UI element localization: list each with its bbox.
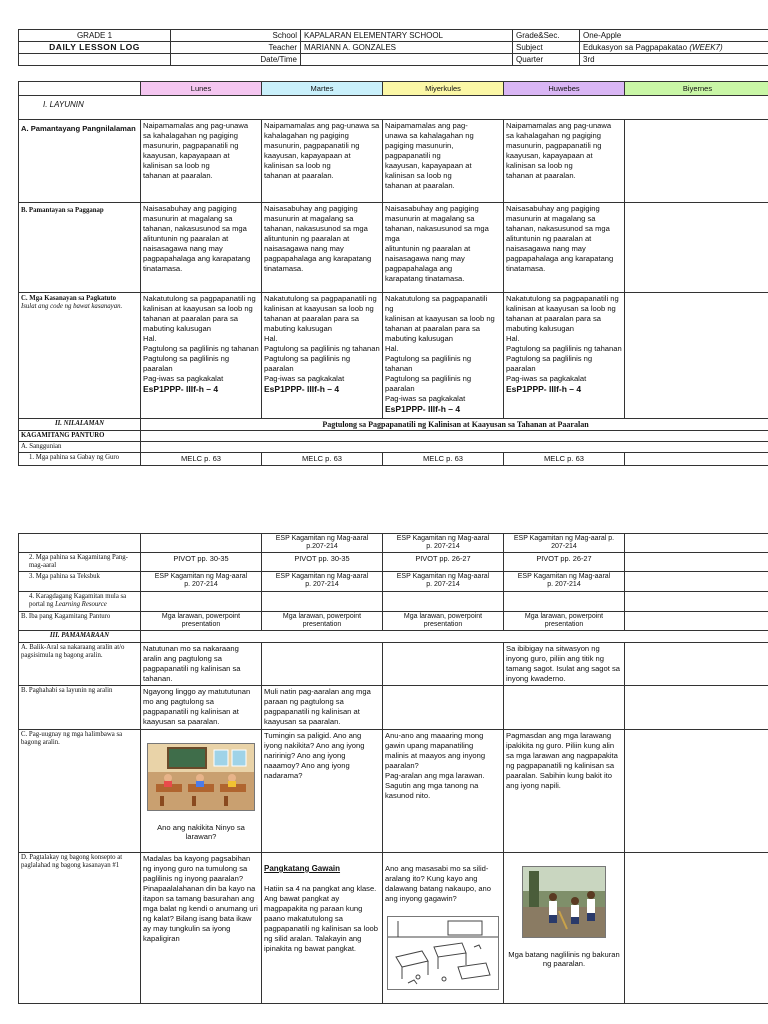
blank-cell [141, 631, 768, 643]
ugnay-lunes [141, 730, 262, 853]
section-nilalaman: II. NILALAMAN [19, 419, 141, 431]
blank-cell [19, 82, 141, 96]
talakay-miyerkules-text: Ano ang masasabi mo sa silid- aralang ito? Kung kayo ang dalawang batang nakaupo, ano ang inyong gagawin? [385, 864, 491, 903]
cell-a-huwebes: Naipamamalas ang pag-unawa sa kahalagahan ng pagiging masunurin, pagpapanatili ng kaayusan, kapayapaan at kalinisan sa loob ng tahanan at paaralan. [504, 120, 625, 203]
kasanayan-title: C. Mga Kasanayan sa Pagkatuto [21, 295, 116, 302]
cell-a-martes: Naipamamalas ang pag-unawa sa kahalagahan ng pagiging masunurin, pagpapanatili ng kaayusan, kapayapaan at kalinisan sa loob ng tahanan at paaralan. [262, 120, 383, 203]
day-biyernes: Biyernes [625, 82, 768, 96]
cell-a-biyernes [625, 120, 768, 203]
talakay-huwebes [504, 853, 625, 1004]
blank-cell [625, 853, 768, 1004]
row-label-pagtalakay: D. Pagtalakay ng bagong konsepto at paglalahad ng bagong kasanayan #1 [19, 853, 141, 1004]
top-martes: ESP Kagamitan ng Mag-aaral p.207-214 [262, 534, 383, 553]
grade-sec-value: One-Apple [580, 30, 768, 42]
paghahabi-miyerkules [383, 686, 504, 730]
cell-c-text: Nakatutulong sa pagpapanatili ng kalinisan at kaayusan sa loob ng tahanan at paaralan para sa mabuting kalusugan Hal. Pagtulong sa paglilinis ng tahanan Pagtulong sa paglilinis ng paaralan Pag-iwas sa pagkakalat [385, 294, 495, 403]
talakay-lunes: Madalas ba kayong pagsabihan ng inyong guro na tumulong sa paglilinis ng inyong paaralan? Pinapaalalahanan din ba kayo na itapon sa tamang basurahan ang mga balat ng kendi o anumang uri ng kalat? Bilang isang bata ikaw ay may tungkulin sa iyong kapaligiran [141, 853, 262, 1004]
row-label-gabay: 1. Mga pahina sa Gabay ng Guro [19, 453, 141, 466]
subject-week: (WEEK7) [689, 43, 723, 52]
gabay-miyerkules: MELC p. 63 [383, 453, 504, 466]
pang-miyerkules: PIVOT pp. 26-27 [383, 553, 504, 572]
teacher-value: MARIANN A. GONZALES [301, 42, 513, 54]
iba-huwebes: Mga larawan, powerpoint presentation [504, 612, 625, 631]
section-pamamaraan: III. PAMAMARAAN [19, 631, 141, 643]
cleaning-caption: Mga batang naglilinis ng bakuran ng paaralan. [508, 950, 620, 968]
pangkatang-gawain-title: Pangkatang Gawain [264, 864, 341, 873]
blank-cell [625, 553, 768, 572]
teks-miyerkules: ESP Kagamitan ng Mag-aaral p. 207-214 [383, 572, 504, 592]
competency-code: EsP1PPP- IIIf-h – 4 [143, 384, 219, 394]
cell-a-miyerkules: Naipamamalas ang pag- unawa sa kahalagahan ng pagiging masunurin, pagpapanatili ng kaayusan, kapayapaan at kalinisan sa loob ng tahanan at paaralan. [383, 120, 504, 203]
section-layunin: I. LAYUNIN [19, 96, 768, 120]
top-huwebes: ESP Kagamitan ng Mag-aaral p. 207-214 [504, 534, 625, 553]
talakay-martes-text: Hatiin sa 4 na pangkat ang klase. Ang bawat pangkat ay magpapakita ng paraan kung paano makatutulong sa pagpapanatili ng kalinisan sa loob ng silid aralan. Talakayin ang ipinakita ng bawat pangkat. [264, 884, 378, 953]
teks-lunes: ESP Kagamitan ng Mag-aaral p. 207-214 [141, 572, 262, 592]
balik-lunes: Natutunan mo sa nakaraang aralin ang pagtulong sa pagpapanatili ng kalinisan sa tahanan. [141, 643, 262, 686]
row-label-iba-pang: B. Iba pang Kagamitang Panturo [19, 612, 141, 631]
day-huwebes: Huwebes [504, 82, 625, 96]
blank-cell [625, 572, 768, 592]
datetime-value [301, 54, 513, 66]
row-label-pagganap: B. Pamantayan sa Pagganap [19, 203, 141, 293]
cell-c-lunes [141, 293, 262, 419]
blank-cell [625, 730, 768, 853]
day-martes: Martes [262, 82, 383, 96]
lesson-table-2 [18, 533, 768, 1004]
cell-b-martes: Naisasabuhay ang pagiging masunurin at magalang sa tahanan, nakasusunod sa mga alituntunin ng paaralan at naisasagawa nang may pagpapahalaga ang karapatang tinatamasa. [262, 203, 383, 293]
blank-cell [19, 54, 171, 66]
grade-label: GRADE 1 [19, 30, 171, 42]
grade-sec-label: Grade&Sec. [513, 30, 580, 42]
gabay-martes: MELC p. 63 [262, 453, 383, 466]
teks-martes: ESP Kagamitan ng Mag-aaral p. 207-214 [262, 572, 383, 592]
subject-text: Edukasyon sa Pagpapakatao [583, 43, 690, 52]
balik-martes [262, 643, 383, 686]
row-label-pag-uugnay: C. Pag-uugnay ng mga halimbawa sa bagong aralin. [19, 730, 141, 853]
gabay-huwebes: MELC p. 63 [504, 453, 625, 466]
blank-cell [141, 431, 768, 442]
day-lunes: Lunes [141, 82, 262, 96]
ugnay-huwebes: Pagmasdan ang mga larawang ipakikita ng guro. Piliin kung alin sa mga larawan ang nagpapakita ng pagpapanatili ng kalinisan sa paaralan. Sabihin kung bakit ito ang iyong napili. [504, 730, 625, 853]
blank-cell [141, 442, 768, 453]
paghahabi-martes: Muli natin pag-aaralan ang mga paraan ng pagtulong sa pagpapanatili ng kalinisan at kaayusan sa paaralan. [262, 686, 383, 730]
row-label-sanggunian: A. Sanggunian [19, 442, 141, 453]
cell-a-lunes: Naipamamalas ang pag-unawa sa kahalagahan ng pagiging masunurin, pagpapanatili ng kaayusan, kapayapaan at kalinisan sa loob ng tahanan at paaralan. [141, 120, 262, 203]
blank-cell [383, 592, 504, 612]
row-label-pamantayang: A. Pamantayang Pangnilalaman [19, 120, 141, 203]
paghahabi-lunes: Ngayong linggo ay matututunan mo ang pagtulong sa pagpapanatili ng kalinisan at kaayusan sa paaralan. [141, 686, 262, 730]
cell-c-huwebes [504, 293, 625, 419]
blank-cell [625, 643, 768, 686]
cell-c-miyerkules [383, 293, 504, 419]
cell-b-miyerkules: Naisasabuhay ang pagiging masunurin at magalang sa tahanan, nakasusunod sa mga mga alituntunin ng paaralan at naisasagawa nang may pagpapahalaga ang karapatang tinatamasa. [383, 203, 504, 293]
cell-c-text: Nakatutulong sa pagpapanatili ng kalinisan at kaayusan sa loob ng tahanan at paaralan para sa mabuting kalusugan Hal. Pagtulong sa paglilinis ng tahanan Pagtulong sa paglilinis ng paaralan Pag-iwas sa pagkakalat [143, 294, 259, 383]
datetime-label: Date/Time [171, 54, 301, 66]
blank-cell [625, 686, 768, 730]
cell-b-biyernes [625, 203, 768, 293]
school-label: School [171, 30, 301, 42]
classroom-illustration [147, 743, 255, 811]
pang-huwebes: PIVOT pp. 26-27 [504, 553, 625, 572]
blank-cell [262, 592, 383, 612]
row-label-portal [19, 592, 141, 612]
header-table [18, 29, 768, 66]
subject-label: Subject [513, 42, 580, 54]
nilalaman-text: Pagtulong sa Pagpapanatili ng Kalinisan at Kaayusan sa Tahanan at Paaralan [141, 419, 768, 431]
doc-title: DAILY LESSON LOG [19, 42, 171, 54]
gabay-lunes: MELC p. 63 [141, 453, 262, 466]
blank-cell [141, 592, 262, 612]
competency-code: EsP1PPP- IIIf-h – 4 [264, 384, 340, 394]
row-label-teksbuk: 3. Mga pahina sa Teksbuk [19, 572, 141, 592]
ugnay-martes: Tumingin sa paligid. Ano ang iyong nakikita? Ano ang iyong naririnig? Ano ang iyong naaamoy? Ano ang iyong nadarama? [262, 730, 383, 853]
messy-classroom-sketch [387, 916, 499, 990]
teks-huwebes: ESP Kagamitan ng Mag-aaral p. 207-214 [504, 572, 625, 592]
blank-cell [19, 534, 141, 553]
portal-text: 4. Karagdagang Kagamitan mula sa portal ng [29, 593, 127, 608]
row-label-paghahabi: B. Paghahabi sa layunin ng aralin [19, 686, 141, 730]
balik-miyerkules [383, 643, 504, 686]
lesson-table-1 [18, 81, 768, 466]
paghahabi-huwebes [504, 686, 625, 730]
subject-value [580, 42, 768, 54]
cell-b-lunes: Naisasabuhay ang pagiging masunurin at magalang sa tahanan, nakasusunod sa mga alituntunin ng paaralan at naisasagawa nang may pagpapahalaga ang karapatang tinatamasa. [141, 203, 262, 293]
iba-miyerkules: Mga larawan, powerpoint presentation [383, 612, 504, 631]
cell-c-text: Nakatutulong sa pagpapanatili ng kalinisan at kaayusan sa loob ng tahanan at paaralan para sa mabuting kalusugan Hal. Pagtulong sa paglilinis ng tahanan Pagtulong sa paglilinis ng paaralan Pag-iwas sa pagkakalat [264, 294, 380, 383]
row-label-kasanayan [19, 293, 141, 419]
cell-b-huwebes: Naisasabuhay ang pagiging masunurin at magalang sa tahanan, nakasusunod sa mga alituntunin ng paaralan at naisasagawa nang may pagpapahalaga ang karapatang tinatamasa. [504, 203, 625, 293]
competency-code: EsP1PPP- IIIf-h – 4 [506, 384, 582, 394]
children-cleaning-photo [522, 866, 606, 938]
balik-huwebes: Sa ibibigay na sitwasyon ng inyong guro, piliin ang titik ng tamang sagot. Isulat ang sagot sa inyong kwaderno. [504, 643, 625, 686]
cell-c-text: Nakatutulong sa pagpapanatili ng kalinisan at kaayusan sa loob ng tahanan at paaralan para sa mabuting kalusugan Hal. Pagtulong sa paglilinis ng tahanan Pagtulong sa paglilinis ng paaralan Pag-iwas sa pagkakalat [506, 294, 622, 383]
top-miyerkules: ESP Kagamitan ng Mag-aaral p. 207-214 [383, 534, 504, 553]
pang-martes: PIVOT pp. 30-35 [262, 553, 383, 572]
blank-cell [625, 534, 768, 553]
blank-cell [625, 592, 768, 612]
pang-lunes: PIVOT pp. 30-35 [141, 553, 262, 572]
blank-cell [625, 612, 768, 631]
blank-cell [504, 592, 625, 612]
teacher-label: Teacher [171, 42, 301, 54]
blank-cell [141, 534, 262, 553]
school-value: KAPALARAN ELEMENTARY SCHOOL [301, 30, 513, 42]
talakay-martes [262, 853, 383, 1004]
talakay-miyerkules [383, 853, 504, 1004]
competency-code: EsP1PPP- IIIf-h – 4 [385, 404, 461, 414]
classroom-caption: Ano ang nakikita Ninyo sa larawan? [157, 823, 245, 841]
row-label-pang-mag-aaral: 2. Mga pahina sa Kagamitang Pang-mag-aaral [19, 553, 141, 572]
gabay-biyernes [625, 453, 768, 466]
kasanayan-sub: Isulat ang code ng bawat kasanayan. [21, 303, 123, 310]
iba-martes: Mga larawan, powerpoint presentation [262, 612, 383, 631]
quarter-value: 3rd [580, 54, 768, 66]
portal-italic: Learning Resource [55, 601, 107, 608]
day-miyerkules: Miyerkules [383, 82, 504, 96]
days-row [19, 82, 768, 96]
iba-lunes: Mga larawan, powerpoint presentation [141, 612, 262, 631]
ugnay-miyerkules: Anu-ano ang maaaring mong gawin upang mapanatiling malinis at maayos ang inyong paaralan? Pag-aralan ang mga larawan. Sagutin ang mga tanong na kasunod nito. [383, 730, 504, 853]
section-kagamitan: KAGAMITANG PANTURO [19, 431, 141, 442]
cell-c-martes [262, 293, 383, 419]
row-label-balik-aral: A. Balik-Aral sa nakaraang aralin at/o pagsisimula ng bagong aralin. [19, 643, 141, 686]
cell-c-biyernes [625, 293, 768, 419]
quarter-label: Quarter [513, 54, 580, 66]
